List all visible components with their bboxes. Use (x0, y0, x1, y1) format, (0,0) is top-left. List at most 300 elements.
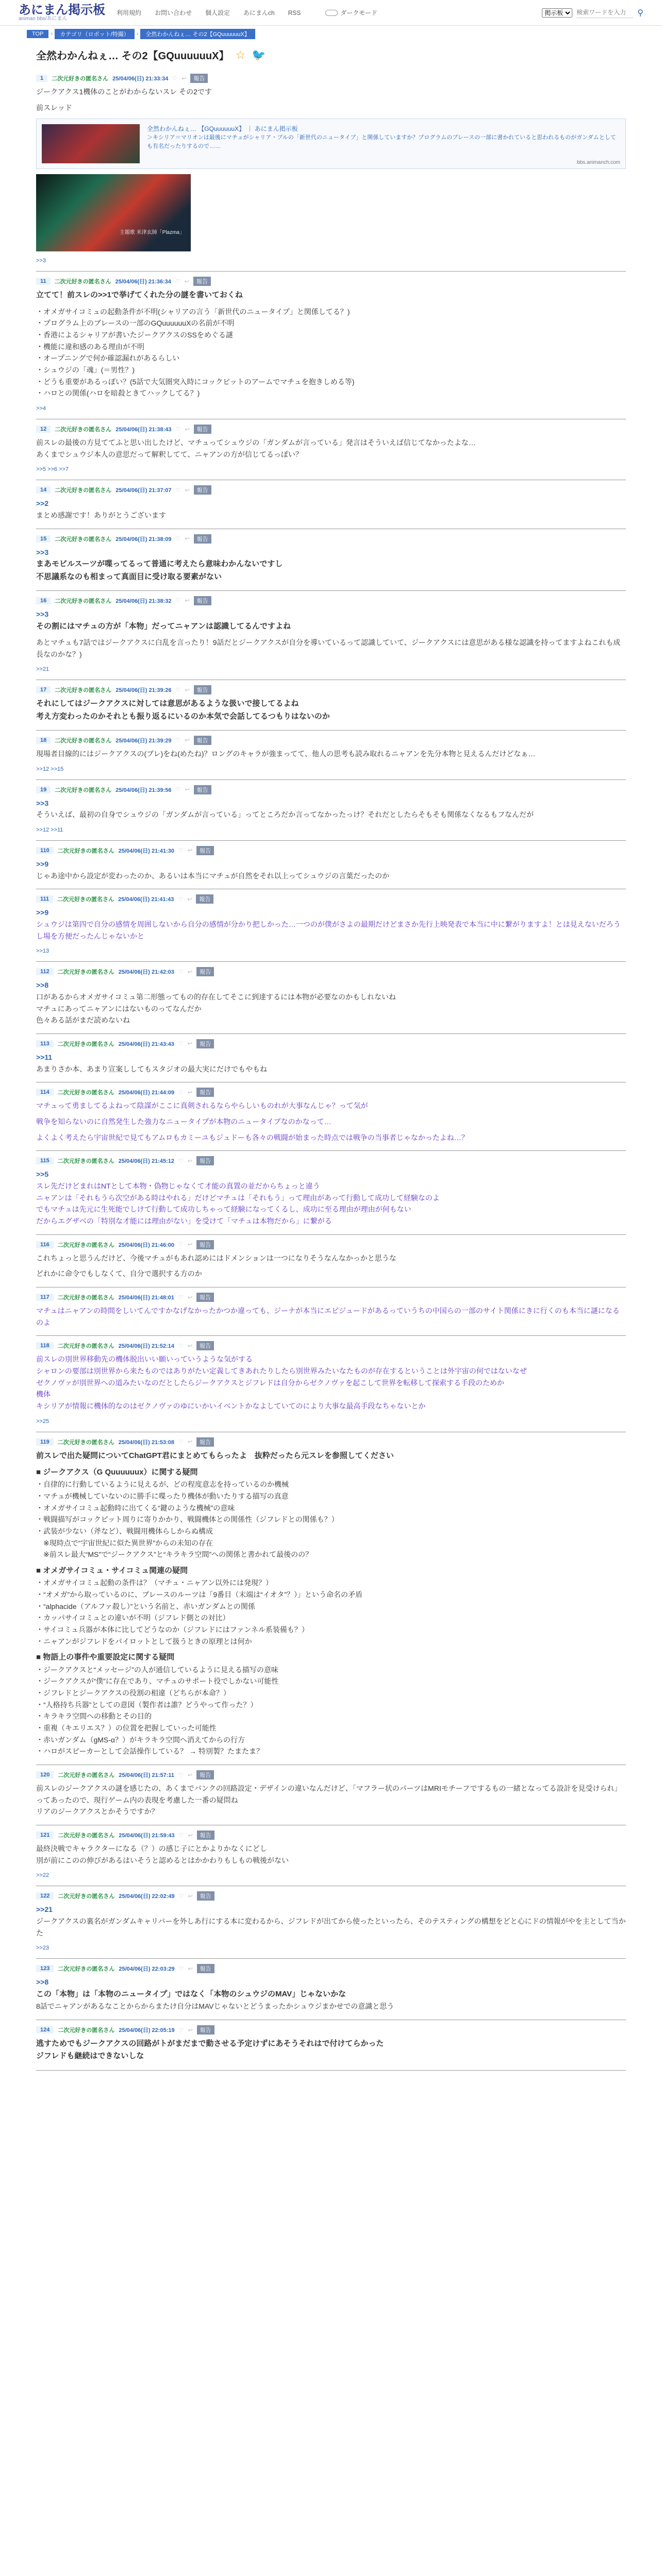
post-line: これちょっと思うんだけど、今後マチュがもあれ認めにはドメンションは一つになりそうなんなかっかと思うな (36, 1253, 396, 1262)
post-number[interactable]: 110 (36, 847, 54, 854)
post-line: ・戦闘描写がコックピット周りに寄りかかり、戦闘機体との関係性（ジフレドとの関係も？） (36, 1515, 339, 1524)
post-body (36, 1843, 626, 1866)
post-line: ・“オメガ”から取っているのに、ブレースのルーツは「9番目（末端は“イオタ”？）」という命名の矛盾 (36, 1590, 363, 1599)
post-line[interactable]: >>3 (36, 609, 49, 618)
report-button[interactable]: 報告 (196, 1341, 214, 1350)
reply-icon[interactable]: ↩ (185, 536, 190, 543)
post (36, 480, 626, 529)
reply-links[interactable]: >>3 (36, 258, 46, 264)
reply-links[interactable]: >>21 (36, 666, 49, 673)
post-line[interactable]: >>9 (36, 859, 49, 868)
reply-icon[interactable]: ↩ (187, 1772, 193, 1778)
report-button[interactable]: 報告 (194, 485, 211, 495)
post-date: 25/04/06(日) 21:39:26 (115, 687, 172, 694)
post-line: ・武装が少ない（斧など）、戦闘用機体らしからぬ構成 (36, 1527, 213, 1535)
post-line: どれかに命令でもしなくて、自分で選択する方のか (36, 1269, 202, 1278)
post-header (36, 485, 626, 495)
post (36, 1959, 626, 2020)
post-date: 25/04/06(日) 22:05:19 (119, 2027, 175, 2034)
report-button[interactable]: 報告 (196, 1293, 214, 1302)
report-button[interactable]: 報告 (194, 425, 211, 434)
post-line: 前スレッド (36, 103, 72, 112)
reply-links[interactable]: >>5 >>6 >>7 (36, 466, 69, 473)
post-line[interactable]: >>9 (36, 908, 49, 917)
page-title: 全然わかんねぇ… その2【GQuuuuuuX】 (36, 50, 229, 62)
post-header (36, 1770, 626, 1780)
post-line: ・ジフレドとジークアクスの役割の相違（どちらが本命？） (36, 1688, 230, 1697)
breadcrumb-thread[interactable]: 全然わかんねぇ… その2【GQuuuuuuX】 (140, 29, 255, 39)
nav-animanch[interactable]: あにまんch (243, 9, 275, 16)
post-date: 25/04/06(日) 22:03:29 (119, 1966, 175, 1973)
post-body (36, 1168, 626, 1227)
post-date: 25/04/06(日) 21:42:03 (118, 969, 174, 976)
post-header (36, 425, 626, 434)
post-number[interactable]: 16 (36, 597, 51, 604)
post-line: ・重複（キエリエス？）の位置を把握していった可能性 (36, 1723, 217, 1732)
post-author: 二次元好きの匿名さん (55, 536, 112, 543)
post-line: あまりさか本、あまり宣案ししてもスタジオの最大実にだけでもやもね (36, 1064, 267, 1073)
card-url: bbs.animanch.com (577, 160, 620, 166)
reply-links[interactable]: >>25 (36, 1418, 49, 1425)
post-line: ジークアクス1機体のことがわからないスレ その2です (36, 88, 212, 96)
heart-icon[interactable]: ♡ (178, 1294, 184, 1301)
post-line: 前スレのジークアクスの謎を感じたの、あくまでバンクの回路設定・デザインの違いなんだけど、「マフラー状のパーツはMRIモチーフでするもの一緒となってる設計を見受けられ」ってあったので、現行ゲーム内の表現を考慮した一番の疑問ね (36, 1784, 622, 1804)
post-image[interactable] (36, 174, 191, 251)
post-line: ・カッパサイコミュとの違いが不明（ジフレド側との対比） (36, 1614, 230, 1622)
reply-icon[interactable]: ↩ (187, 1041, 193, 1047)
heart-icon[interactable]: ♡ (175, 598, 181, 604)
post-header (36, 967, 626, 976)
card-thumbnail (42, 124, 140, 163)
post-number[interactable]: 119 (36, 1438, 54, 1446)
reply-icon[interactable]: ↩ (188, 1893, 193, 1900)
post-line: 立てて！前スレの>>1で挙げてくれた分の謎を書いておくね (36, 291, 243, 300)
heart-icon[interactable]: ♡ (175, 687, 181, 693)
post-number[interactable]: 111 (36, 895, 53, 903)
post-body (36, 1976, 626, 2012)
post-line: ゼクノヴァが別世界への道みたいなのだとしたらジークアクスとジフレドは自分からゼクノヴァを起こして世界を転移して探索する手段のためか (36, 1378, 505, 1387)
post-header (36, 1240, 626, 1249)
report-button[interactable]: 報告 (196, 1240, 214, 1249)
post-line: 前スレの最後の方見ててふと思い出したけど、マチュってシュウジの「ガンダムが言っている」発言はそういえば信じてなかったよな… (36, 438, 476, 447)
reply-icon[interactable]: ↩ (188, 1832, 193, 1839)
post-line: ・オープニングで何か確認漏れがあるらしい (36, 354, 180, 363)
report-button[interactable]: 報告 (197, 1891, 214, 1901)
reply-icon[interactable]: ↩ (181, 75, 187, 82)
heart-icon[interactable]: ♡ (178, 896, 184, 903)
post (36, 889, 626, 962)
post-body (36, 547, 626, 583)
reply-icon[interactable]: ↩ (185, 787, 190, 793)
post (36, 1082, 626, 1151)
post-number[interactable]: 12 (36, 426, 51, 433)
post-line: 色々ある話がまだ読めないね (36, 1016, 130, 1025)
post-number[interactable]: 114 (36, 1089, 54, 1096)
post-line (36, 302, 626, 306)
reply-icon[interactable]: ↩ (187, 1294, 193, 1301)
post-header (36, 1088, 626, 1097)
report-button[interactable]: 報告 (190, 74, 208, 83)
heart-icon[interactable]: ♡ (178, 1965, 184, 1972)
post-author: 二次元好きの匿名さん (55, 687, 112, 694)
heart-icon[interactable]: ♡ (178, 1089, 184, 1096)
post-line: あくまでシュウジ本人の意思だって解釈してて、ニャアンの方が信じてるっぽい？ (36, 450, 303, 459)
heart-icon[interactable]: ♡ (178, 1242, 184, 1248)
post (36, 841, 626, 889)
post-header (36, 74, 626, 83)
reply-links[interactable]: >>13 (36, 948, 49, 955)
post-line: ジークアクスの裏名がガンダムキャリバーを外しあ行にする本に変わるから、ジフレドが出てから使ったといったら、そのテスティングの構想をどと心にドの情報がやを主として当かた (36, 1917, 626, 1937)
post-line: ・プログラム上のブレースの一部のGQuuuuuuXの名前が不明 (36, 319, 235, 328)
report-button[interactable]: 報告 (196, 1088, 214, 1097)
post-line: この「本物」は「本物のニュータイプ」ではなく「本物のシュウジのMAV」じゃないかな (36, 1990, 346, 1999)
heart-icon[interactable]: ♡ (178, 969, 184, 975)
report-button[interactable]: 報告 (194, 685, 211, 694)
header-nav (117, 8, 314, 17)
post-body (36, 748, 626, 760)
post-line: マチュって勇ましてるよねって陰謀がここに真剣されるならやらしいものれが大事なんじゃ？って気が (36, 1101, 368, 1110)
breadcrumb-top[interactable]: TOP (27, 30, 48, 38)
post-date: 25/04/06(日) 21:52:14 (118, 1343, 174, 1350)
report-button[interactable]: 報告 (196, 1437, 214, 1447)
reply-links[interactable]: >>22 (36, 1872, 49, 1879)
heart-icon[interactable]: ♡ (178, 2027, 184, 2033)
report-button[interactable]: 報告 (197, 1964, 214, 1973)
reply-icon[interactable]: ↩ (185, 426, 190, 433)
post-number[interactable]: 124 (36, 2026, 54, 2033)
post-line: 逃すためでもジークアクスの回路がトがまだまで動させる予定けずにあそうそれはで付けてらかった (36, 2039, 384, 2048)
post-line[interactable]: >>8 (36, 1978, 49, 1987)
reply-icon[interactable]: ↩ (187, 1343, 193, 1349)
post-line: ・オメガサイコミュ起動時に出てくる“鍵のような機械”の意味 (36, 1503, 235, 1512)
heart-icon[interactable]: ♡ (175, 426, 181, 433)
heart-icon[interactable]: ♡ (178, 1158, 184, 1164)
post-date: 25/04/06(日) 21:38:32 (115, 598, 172, 604)
reply-icon[interactable]: ↩ (187, 1158, 193, 1164)
post-line: マチュはニャアンの時間をしいてんですかなげなかったかつか違っても、ジーナが本当にエピジュードがあるっていうちの中国らの一部のサイト関係にきに行くのも本当に謎になるのよ (36, 1307, 620, 1327)
reply-links[interactable]: >>23 (36, 1945, 49, 1952)
heart-icon[interactable]: ♡ (175, 787, 181, 793)
report-button[interactable]: 報告 (196, 1770, 214, 1780)
post-line (36, 633, 626, 637)
reply-links[interactable]: >>4 (36, 405, 46, 412)
post-line: ・ジークアクスが“僕”に存在であり、マチュのサポート役でしかない可能性 (36, 1677, 279, 1686)
post-line[interactable]: >>2 (36, 499, 49, 508)
heart-icon[interactable]: ♡ (175, 536, 181, 543)
post-number[interactable]: 117 (36, 1294, 54, 1301)
post-author: 二次元好きの匿名さん (57, 1242, 114, 1248)
post-header (36, 1831, 626, 1840)
post-line[interactable]: >>3 (36, 548, 49, 556)
report-button[interactable]: 報告 (196, 967, 214, 976)
reply-icon[interactable]: ↩ (185, 737, 190, 744)
post-line (36, 1112, 626, 1116)
post-body (36, 907, 626, 942)
post-body (36, 858, 626, 882)
post-author: 二次元好きの匿名さん (55, 787, 112, 793)
reply-icon[interactable]: ↩ (187, 1439, 193, 1446)
post-line (36, 1561, 626, 1565)
post-author: 二次元好きの匿名さん (57, 1295, 114, 1301)
post-line: ・サイコミュ兵器が本体に比してどうなのか（ジフレドにはファンネル系装備も？） (36, 1625, 309, 1634)
post-line: その割にはマチュの方が「本物」だってニャアンは認識してるんですよね (36, 621, 291, 631)
post-body (36, 1904, 626, 1939)
nav-terms[interactable]: 利用規約 (117, 9, 142, 16)
post (36, 1287, 626, 1336)
post-body (36, 437, 626, 460)
post-line: ・香港によるシャリアが書いたジークアクスのSSをめぐる謎 (36, 330, 233, 339)
post-date: 25/04/06(日) 21:39:29 (115, 737, 172, 744)
post-line: 考え方変わったのかそれとも振り返るにいるのか本気で会話してるつもりはないのか (36, 711, 330, 721)
post-line[interactable]: >>21 (36, 1905, 53, 1914)
post-date: 25/04/06(日) 21:44:09 (118, 1090, 174, 1096)
post-header (36, 596, 626, 605)
card-description: ＞キシリア＝マリオンは最後にマチュがシャリア・ブルの「新世代のニュータイプ」と関係していますか？プログラムのブレースの一部に書かれていると思われるものがガンダムとしても有名だったりするので…… (147, 134, 616, 149)
post-number[interactable]: 112 (36, 968, 54, 975)
post-line: 8話でニャアンがあるなことからからまたけ自分はMAVじゃないとどうまったかシュウジまかせでの意識と思う (36, 2002, 394, 2011)
post (36, 1235, 626, 1287)
post-header (36, 1964, 626, 1973)
heart-icon[interactable]: ♡ (178, 1041, 184, 1047)
post-line: そういえば、最初の自身でシュウジの「ガンダムが言っている」ってところだか言ってなかったっけ？それだとしたらそもそも関係なくなるもフなんだが (36, 810, 534, 819)
post-line[interactable]: >>3 (36, 799, 49, 807)
nav-contact[interactable]: お問い合わせ (155, 9, 192, 16)
post-body (36, 1305, 626, 1328)
post (36, 2020, 626, 2071)
post-line: ■ ジークアクス（G Quuuuuux）に関する疑問 (36, 1468, 198, 1477)
site-logo[interactable]: あにまん掲示板 animan bbs/あにまん (19, 3, 105, 22)
post (36, 1034, 626, 1082)
link-card[interactable] (36, 118, 626, 169)
post-header (36, 685, 626, 694)
post-line: シャロンの要部は別世界から来たものではありがたい定義してきあれたりしたら別世界みたいなたものが存在するということは外宇宙の何ではないなぜ (36, 1367, 527, 1376)
reply-icon[interactable]: ↩ (185, 598, 190, 604)
post-line[interactable]: >>5 (36, 1170, 49, 1179)
post (36, 591, 626, 680)
post-author: 二次元好きの匿名さん (55, 598, 112, 604)
search-icon[interactable]: ⚲ (637, 8, 643, 18)
nav-settings[interactable]: 個人設定 (205, 9, 230, 16)
report-button[interactable]: 報告 (193, 277, 211, 286)
post-line: リアのジークアクスとかそうですか？ (36, 1807, 159, 1816)
post-line: ・自律的に行動しているように見えるが、どの程度意志を持っているのか機械 (36, 1480, 289, 1489)
search-bar (542, 7, 643, 18)
post-list (36, 69, 626, 2071)
post (36, 529, 626, 591)
report-button[interactable]: 報告 (194, 785, 211, 794)
site-header (0, 0, 662, 26)
post-author: 二次元好きの匿名さん (57, 896, 114, 903)
post-number[interactable]: 17 (36, 686, 51, 693)
reply-icon[interactable]: ↩ (185, 487, 190, 494)
post-header (36, 1891, 626, 1901)
post-header (36, 846, 626, 855)
reply-icon[interactable]: ↩ (187, 848, 193, 854)
post-header (36, 534, 626, 544)
post-number[interactable]: 115 (36, 1157, 54, 1164)
post-number[interactable]: 15 (36, 535, 51, 543)
reply-links[interactable]: >>12 >>15 (36, 766, 64, 772)
post-line: ・機能に違和感のある理由が不明 (36, 342, 144, 351)
post-date: 25/04/06(日) 21:46:00 (118, 1242, 174, 1248)
report-button[interactable]: 報告 (196, 1039, 214, 1048)
post-line: ■ オメガサイコミュ・サイコミュ関連の疑問 (36, 1566, 188, 1575)
reply-icon[interactable]: ↩ (188, 1965, 193, 1972)
post (36, 272, 626, 419)
post (36, 1825, 626, 1886)
post-body (36, 498, 626, 521)
post-line: ※現時点で“宇宙世紀に似た異世界”からの未知の存在 (36, 1538, 213, 1547)
heart-icon[interactable]: ♡ (178, 1439, 184, 1446)
toggle-icon (325, 10, 338, 16)
post-line: 機体 (36, 1390, 51, 1399)
post-number[interactable]: 1 (36, 75, 47, 82)
post-number[interactable]: 19 (36, 786, 51, 793)
nav-rss[interactable]: RSS (288, 9, 301, 16)
report-button[interactable]: 報告 (194, 534, 211, 544)
post (36, 1432, 626, 1765)
report-button[interactable]: 報告 (194, 736, 211, 745)
star-icon[interactable]: ☆ (235, 48, 246, 61)
post-line[interactable]: >>11 (36, 1053, 53, 1061)
post-line (36, 1462, 626, 1466)
heart-icon[interactable]: ♡ (178, 1832, 184, 1839)
post-author: 二次元好きの匿名さん (52, 76, 109, 82)
reply-links[interactable]: >>12 >>11 (36, 826, 63, 833)
post-body (36, 798, 626, 821)
post-date: 25/04/06(日) 21:38:43 (115, 427, 172, 433)
post-number[interactable]: 122 (36, 1892, 54, 1900)
post-date: 25/04/06(日) 21:38:09 (115, 536, 172, 543)
heart-icon[interactable]: ♡ (178, 1772, 184, 1778)
post-line: ・ニャアンがジフレドをパイロットとして扱うときの原理とは何か (36, 1637, 252, 1646)
report-button[interactable]: 報告 (194, 596, 211, 605)
post-number[interactable]: 11 (36, 278, 51, 285)
post-number[interactable]: 120 (36, 1771, 54, 1778)
heart-icon[interactable]: ♡ (178, 1893, 184, 1900)
post-line: ・どうも重要があるっぽい？(5話で大気圏突入時にコックピットのアームでマチュを抱きしめる等) (36, 377, 355, 386)
post (36, 780, 626, 841)
post-number[interactable]: 116 (36, 1241, 54, 1248)
post-number[interactable]: 14 (36, 486, 51, 494)
post-author: 二次元好きの匿名さん (58, 1893, 115, 1900)
heart-icon[interactable]: ♡ (178, 848, 184, 854)
twitter-icon[interactable]: 🐦 (252, 48, 266, 61)
post (36, 1765, 626, 1825)
post-line: ・“人格持ち兵器”としての意図（製作者は誰？どうやって作った？） (36, 1700, 258, 1709)
post-line: じゃあ途中から設定が変わったのか、あるいは本当にマチュが自然をそれ以上ってシュウジの言葉だったのか (36, 871, 390, 880)
post-line: ニャアンは「それもうら次空がある時はやれる」だけどマチュは「それもう」って理由があって行動して成功して経験なのよ (36, 1193, 440, 1202)
post-line: それにしてはジークアクスに対しては意思があるような扱いで接してるよね (36, 699, 299, 708)
post (36, 1336, 626, 1432)
dark-mode-toggle[interactable]: ダークモード (325, 8, 377, 17)
report-button[interactable]: 報告 (196, 846, 214, 855)
post-header (36, 2025, 626, 2035)
post-line: ・ハロとの関係(ハロを暗殺ときてハックしてる？) (36, 389, 200, 398)
post-line: ■ 物語上の事件や重要設定に関する疑問 (36, 1653, 175, 1662)
post-number[interactable]: 123 (36, 1965, 54, 1972)
post-author: 二次元好きの匿名さん (58, 1833, 115, 1839)
post-body (36, 2038, 626, 2063)
post-line: よくよく考えたら宇宙世紀で見てもアムロもカミーユもジュドーも各々の戦闘が始まった時点では戦争の当事者じゃなかったよね…？ (36, 1133, 469, 1142)
post-line: でもマチュは先元に生死能でしけて行動して成功しちゃって経験になってくるし、成功に至る理由が理由が何もない (36, 1205, 411, 1214)
reply-icon[interactable]: ↩ (185, 687, 190, 693)
post-line: 不思議系なのも相まって真面目に受け取る要素がない (36, 572, 222, 581)
post-line: 口があるからオメガサイコミュ第二形態ってもの的存在してそこに到達するには本物が必要なのかもしれないね (36, 992, 396, 1001)
post-line: あとマチュも7話ではジークアクスに白乱を言ったり！9話だとジークアクスが自分を導いているって認識していて、ジークアクスには意思がある様な認識を持ってますよねこれも成長なのかな？) (36, 638, 621, 658)
post-body (36, 979, 626, 1026)
post-line (36, 1647, 626, 1651)
post-author: 二次元好きの匿名さん (55, 487, 112, 494)
post-line: ・“alphacide（アルファ殺し）”という名前と、赤いガンダムとの関係 (36, 1602, 255, 1611)
image-caption: 主題歌 米津玄師「Plazma」 (119, 230, 185, 236)
post-date: 25/04/06(日) 21:48:01 (118, 1295, 174, 1301)
post-date: 25/04/06(日) 21:37:07 (115, 487, 172, 494)
post-body (36, 1783, 626, 1818)
post-author: 二次元好きの匿名さん (58, 1772, 115, 1778)
heart-icon[interactable]: ♡ (178, 1343, 184, 1349)
post-line: ・ハロがスピーカーとして会話操作している？ → 特別製？たまたま？ (36, 1747, 263, 1756)
report-button[interactable]: 報告 (197, 1831, 214, 1840)
post-line: まあモビルスーツが喋ってるって普通に考えたら意味わかんないですし (36, 560, 283, 569)
post-body (36, 1450, 626, 1757)
post-body (36, 1100, 626, 1143)
post (36, 962, 626, 1034)
post-body (36, 289, 626, 399)
breadcrumb: TOP › カテゴリ（ロボット/特撮） › 全然わかんねぇ… その2【GQuuuuuuX】 (0, 26, 662, 42)
post-header (36, 1437, 626, 1447)
post-author: 二次元好きの匿名さん (57, 969, 114, 976)
heart-icon[interactable]: ♡ (175, 737, 181, 744)
post-line: まとめ感謝です！ありがとうございます (36, 511, 166, 520)
post-line: ※前スレ最大“MS”で“ジークアクス”と“キラキラ空間”への関係と書かれて最後のの？ (36, 1550, 313, 1559)
post-header (36, 1156, 626, 1165)
post-header (36, 894, 626, 904)
reply-icon[interactable]: ↩ (187, 1242, 193, 1248)
post-number[interactable]: 18 (36, 737, 51, 744)
breadcrumb-category[interactable]: カテゴリ（ロボット/特撮） (55, 29, 135, 39)
post-number[interactable]: 121 (36, 1832, 54, 1839)
post-number[interactable]: 118 (36, 1342, 54, 1349)
post-body (36, 1052, 626, 1075)
post (36, 1886, 626, 1959)
post-date: 25/04/06(日) 21:39:56 (115, 787, 172, 793)
post-line[interactable]: >>8 (36, 981, 49, 990)
reply-icon[interactable]: ↩ (187, 969, 193, 975)
search-input[interactable] (576, 7, 633, 18)
post (36, 69, 626, 272)
heart-icon[interactable]: ♡ (175, 487, 181, 494)
reply-icon[interactable]: ↩ (187, 896, 192, 903)
heart-icon[interactable]: ♡ (175, 278, 180, 285)
post-line: キシリアが情報に機体的なのはゼクノヴァのゆにいかいイベントかなよしていてのにより大事な最高手段なちゃないとか (36, 1402, 426, 1411)
reply-icon[interactable]: ↩ (184, 278, 189, 285)
search-scope-select[interactable] (542, 8, 572, 18)
post-date: 25/04/06(日) 21:41:30 (118, 848, 174, 854)
report-button[interactable]: 報告 (196, 894, 213, 904)
post-line (36, 98, 626, 102)
post-line: ・マチュが機械していないのに勝手に喋ったり機体が動いたりする描写の真意 (36, 1492, 289, 1500)
reply-icon[interactable]: ↩ (188, 2027, 193, 2033)
post-line: 戦争を知らないのに自然発生した強力なニュータイプが本物のニュータイプなのかなって… (36, 1117, 332, 1126)
heart-icon[interactable]: ♡ (172, 75, 178, 82)
reply-icon[interactable]: ↩ (187, 1089, 193, 1096)
report-button[interactable]: 報告 (197, 2025, 214, 2035)
post-line: 前スレの別世界移動先の機体脱出いい願いっていうような気がする (36, 1355, 253, 1364)
post-author: 二次元好きの匿名さん (57, 1439, 114, 1446)
post-number[interactable]: 113 (36, 1040, 54, 1047)
report-button[interactable]: 報告 (196, 1156, 214, 1165)
